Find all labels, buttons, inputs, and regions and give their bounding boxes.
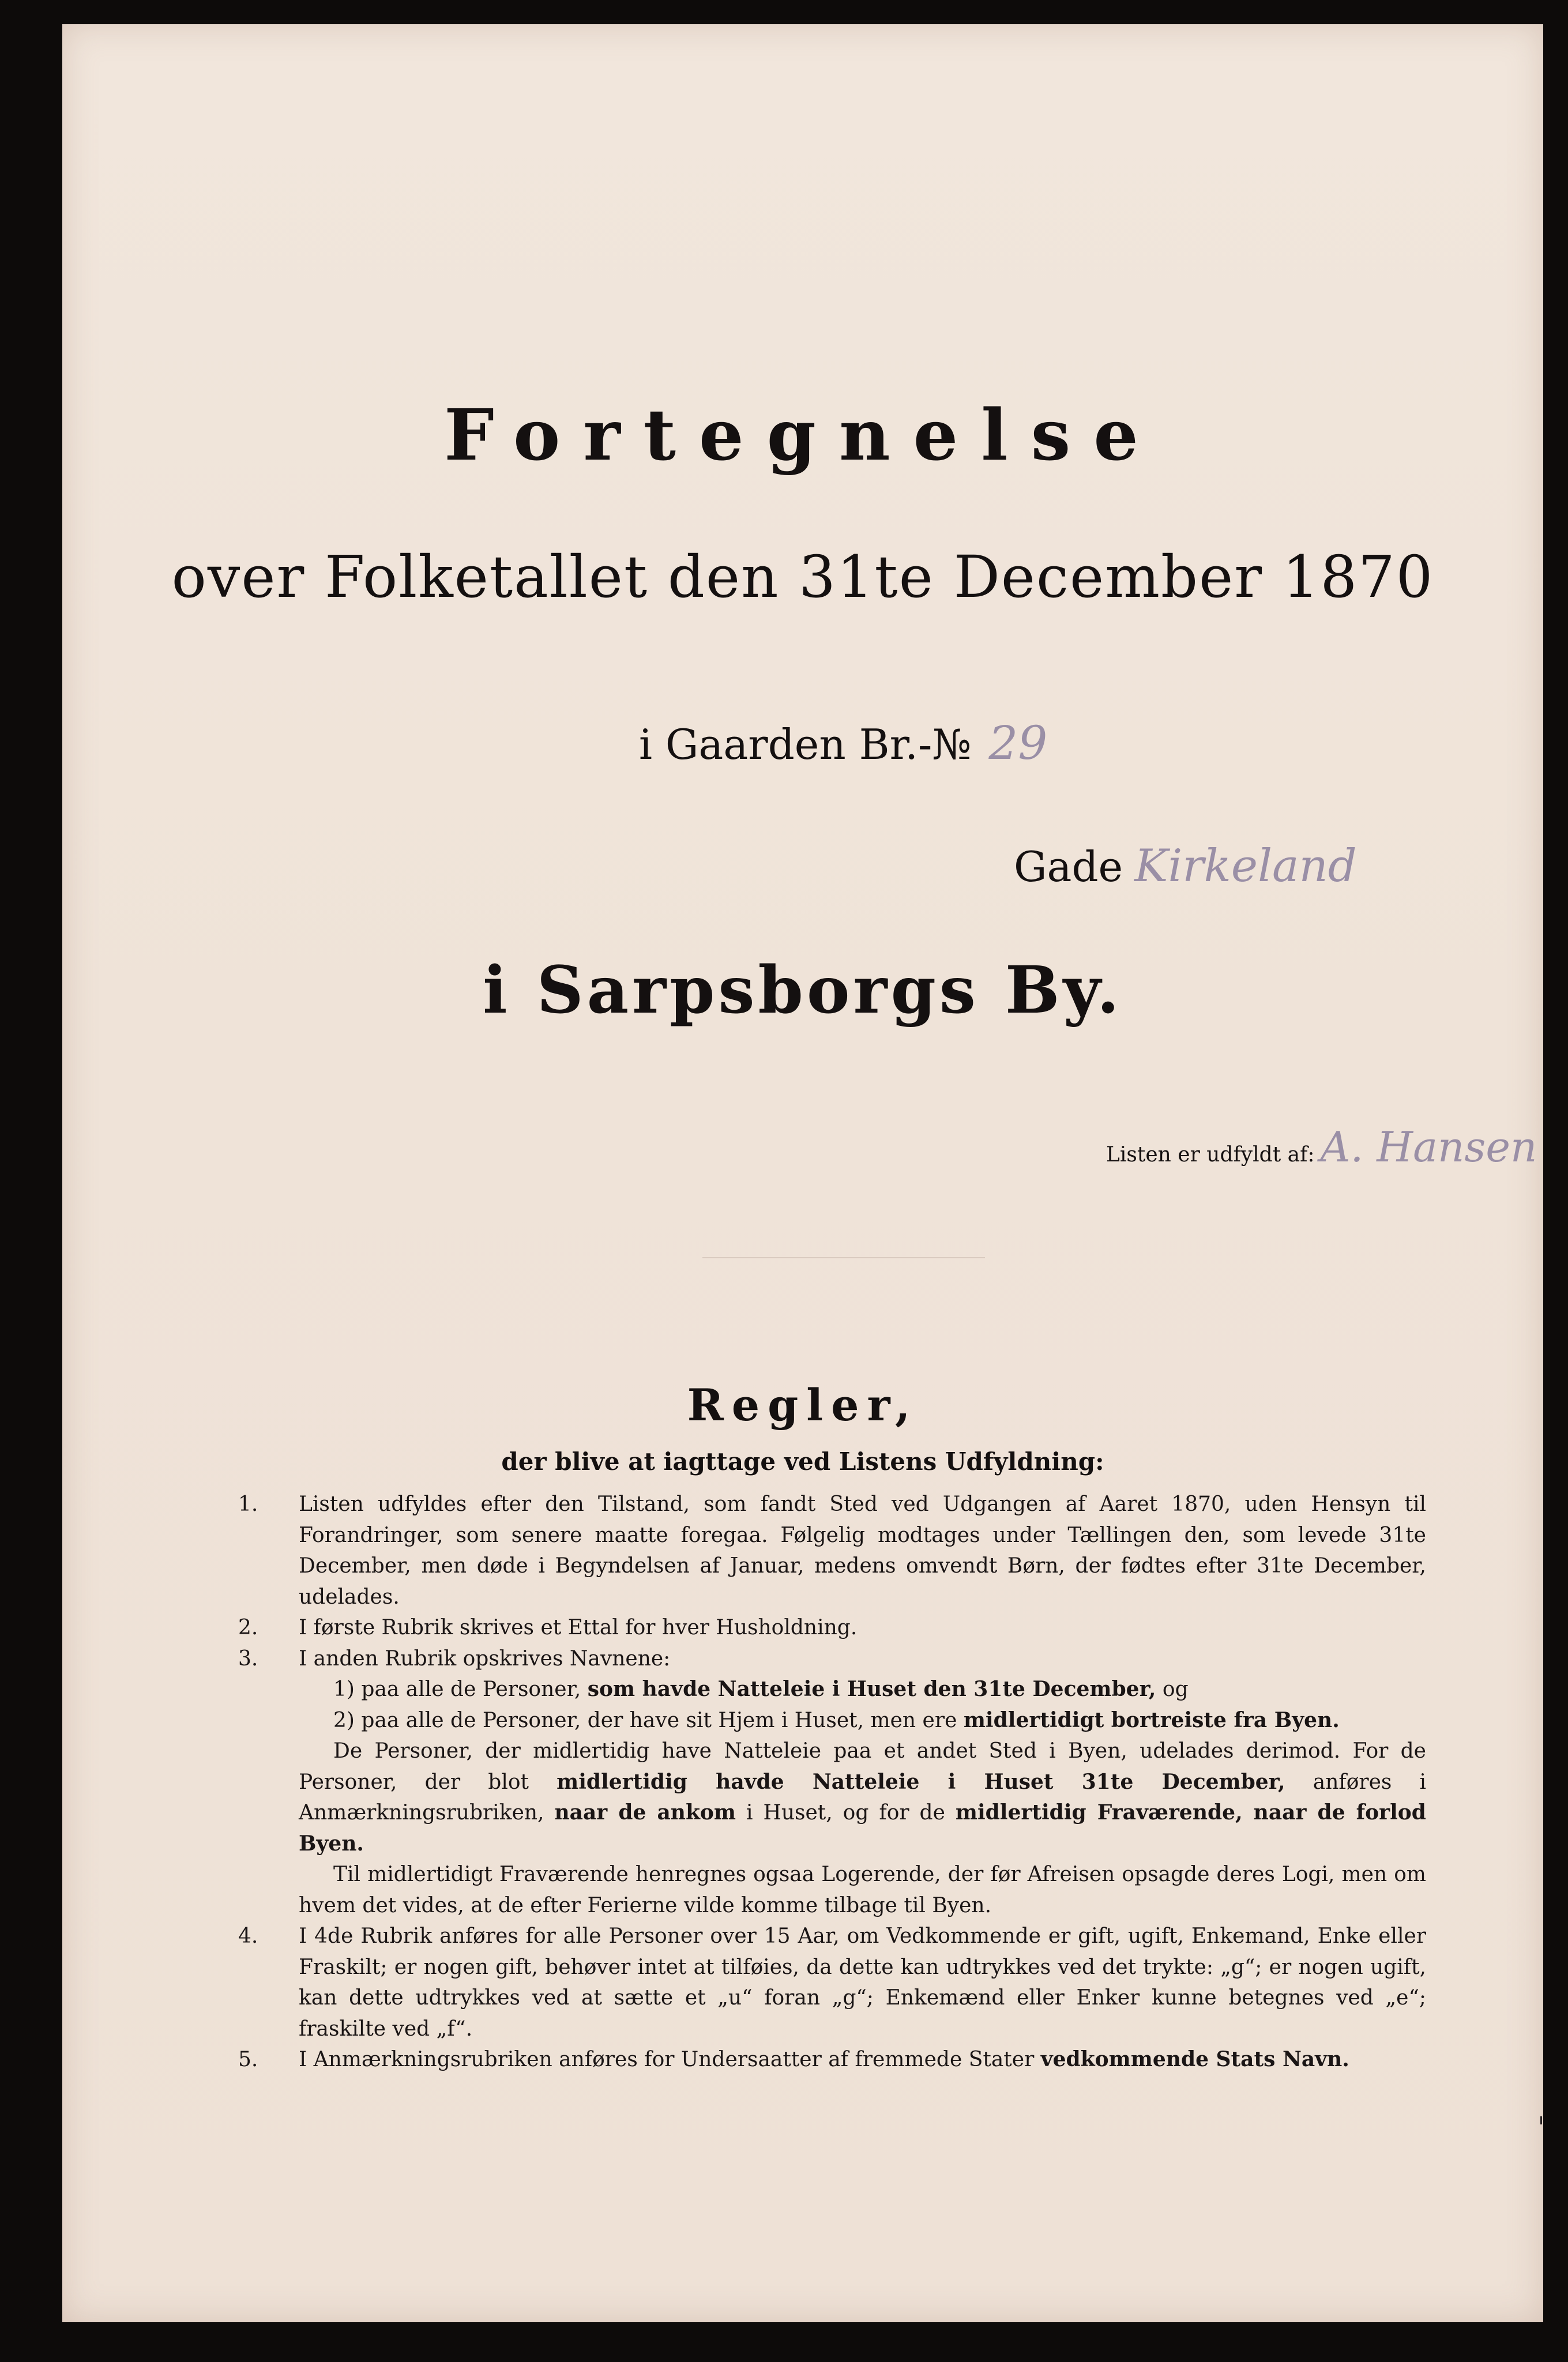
rule-number: 1. (238, 1492, 258, 1516)
rule-3-note-1 (299, 1736, 1426, 1859)
rules-title: Regler, (687, 1379, 919, 1431)
rule-number: 5. (238, 2048, 258, 2071)
rule-number: 3. (238, 1646, 258, 1671)
rule-1 (238, 1489, 1426, 1612)
rule-text: 2) paa alle de Personer, der have sit Hjem i Huset, men ere (333, 1708, 957, 1732)
rule-text: I Anmærkningsrubriken anføres for Undersaatter af fremmede Stater (299, 2048, 1035, 2071)
section-divider (702, 1257, 985, 1258)
rule-3-item-2 (299, 1705, 1426, 1736)
rule-3-note-2: Til midlertidigt Fraværende henregnes ogsaa Logerende, der før Afreisen opsagde deres Logi, men om hvem det vides, at de efter Ferierne vilde komme tilbage til Byen. (299, 1863, 1426, 1917)
rule-number: 2. (238, 1616, 258, 1639)
rule-text: og (1162, 1678, 1189, 1701)
rule-2 (238, 1612, 1426, 1643)
rule-emphasis: midlertidig havde Natteleie i Huset 31te December, (556, 1769, 1285, 1794)
gaard-label: i Gaarden Br.-№ (639, 720, 972, 769)
rule-emphasis: midlertidig Fraværende, naar de forlod Byen. (299, 1800, 1426, 1856)
gaard-line (639, 716, 1047, 770)
form-subtitle: over Folketallet den 31te December 1870 (171, 543, 1434, 611)
page-mark (1540, 2116, 1542, 2124)
rule-text: I 4de Rubrik anføres for alle Personer over 15 Aar, om Vedkommende er gift, ugift, Enkemand, Enke eller Fraskilt; er nogen gift, behøver intet at tilføies, da dette kan udtrykkes ved det trykte: „g“; er nogen ugift, kan dette udtrykkes ved at sætte et „u“ foran „g“; Enkemænd eller Enker kunne betegnes ved „e“; fraskilte ved „f“. (299, 1924, 1426, 2041)
gade-line (1014, 840, 1357, 892)
census-form-page (62, 24, 1543, 2322)
rules-subtitle: der blive at iagttage ved Listens Udfyldning: (501, 1447, 1104, 1476)
rule-3 (238, 1643, 1426, 1921)
rule-5 (238, 2044, 1426, 2075)
filled-by-label: Listen er udfyldt af: (1106, 1143, 1315, 1167)
rule-emphasis: vedkommende Stats Navn. (1040, 2047, 1349, 2071)
filled-by-line (1106, 1123, 1537, 1171)
rule-emphasis: naar de ankom (554, 1800, 736, 1825)
rule-text: I første Rubrik skrives et Ettal for hver Husholdning. (299, 1616, 858, 1639)
rule-text: De Personer, der midlertidig have Natteleie paa et andet Sted i Byen, udelades derimod. For de Personer, der blot (299, 1739, 1426, 1794)
rule-text: i Huset, og for de (746, 1801, 945, 1825)
rule-text: 1) paa alle de Personer, (333, 1678, 581, 1701)
gade-label: Gade (1014, 843, 1123, 891)
rule-text: anføres i Anmærkningsrubriken, (299, 1770, 1427, 1825)
rule-3-item-1 (299, 1674, 1426, 1705)
rule-4 (238, 1921, 1426, 2044)
rules-list (238, 1489, 1426, 2075)
city-heading: i Sarpsborgs By. (483, 953, 1123, 1028)
rule-number: 4. (238, 1924, 258, 1948)
rule-emphasis: midlertidigt bortreiste fra Byen. (963, 1707, 1340, 1732)
filled-by-signature: A. Hansen (1320, 1123, 1537, 1171)
form-title: Fortegnelse (444, 393, 1161, 476)
rule-text: I anden Rubrik opskrives Navnene: (299, 1646, 671, 1671)
gade-value: Kirkeland (1134, 840, 1357, 892)
rule-text: Listen udfyldes efter den Tilstand, som fandt Sted ved Udgangen af Aaret 1870, uden Hensyn til Forandringer, som senere maatte foregaa. Følgelig modtages under Tællingen den, som levede 31te December, men døde i Begyndelsen af Januar, medens omvendt Børn, der fødtes efter 31te December, udelades. (299, 1492, 1426, 1609)
rule-emphasis: som havde Natteleie i Huset den 31te December, (587, 1677, 1156, 1701)
gaard-value: 29 (988, 716, 1048, 770)
